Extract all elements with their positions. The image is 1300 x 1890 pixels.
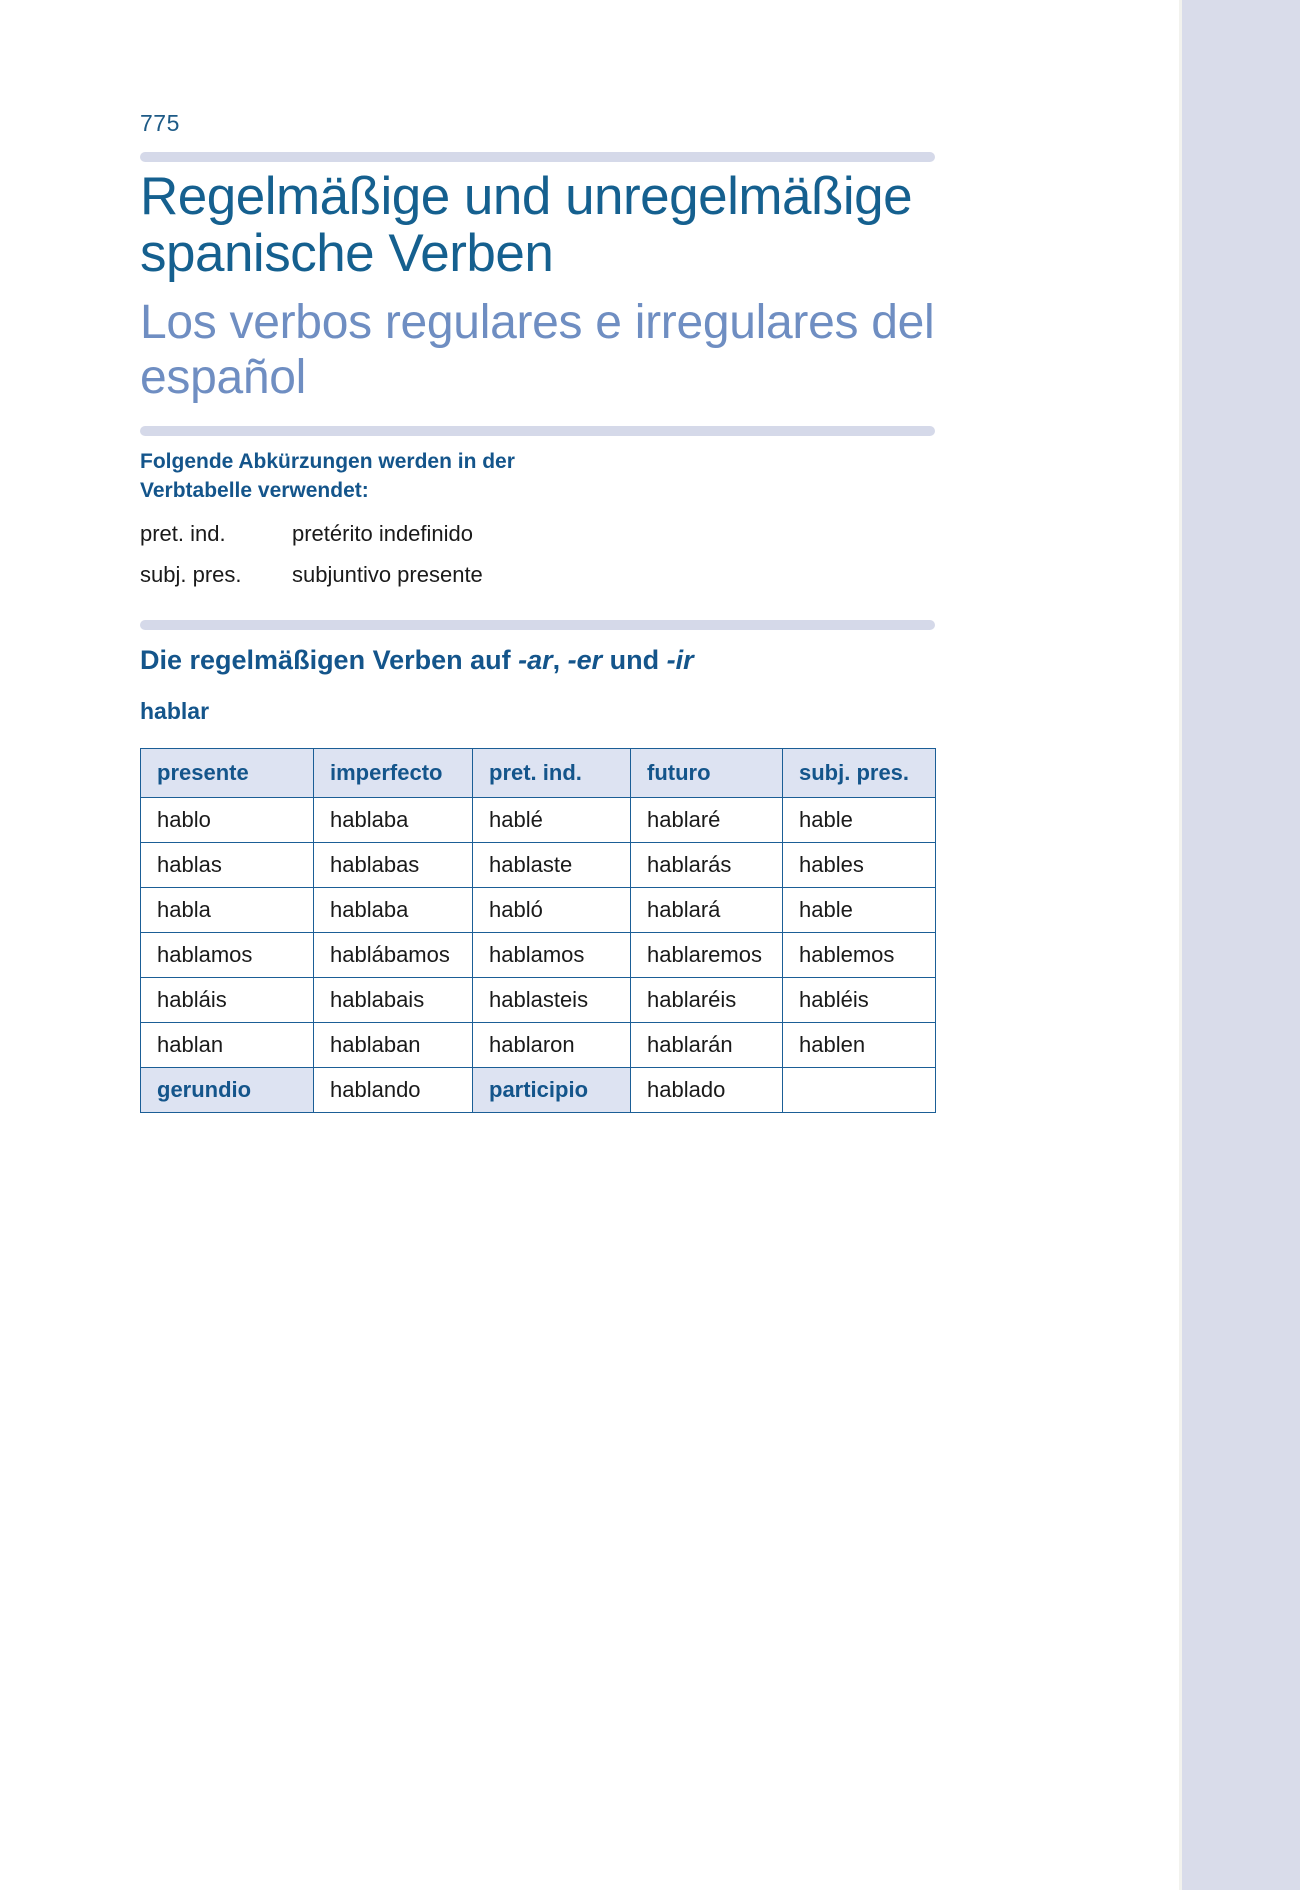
cell-participio-label: participio	[473, 1068, 631, 1113]
cell-futuro: hablarás	[631, 843, 783, 888]
section-heading-comma: ,	[552, 645, 568, 675]
cell-imperfecto: hablaban	[314, 1023, 473, 1068]
cell-pret-ind: hablasteis	[473, 978, 631, 1023]
cell-subj-pres: habléis	[783, 978, 936, 1023]
cell-futuro: hablaréis	[631, 978, 783, 1023]
cell-imperfecto: hablabas	[314, 843, 473, 888]
divider-top	[140, 152, 935, 162]
page-number: 775	[140, 110, 180, 136]
cell-imperfecto: hablaba	[314, 888, 473, 933]
abbreviation-item	[140, 514, 740, 555]
page-title: Regelmäßige und unregelmäßige spanische Verben	[140, 167, 913, 284]
cell-gerundio-label: gerundio	[141, 1068, 314, 1113]
cell-presente: habláis	[141, 978, 314, 1023]
column-header-subj-pres: subj. pres.	[783, 749, 936, 798]
column-header-imperfecto: imperfecto	[314, 749, 473, 798]
abbreviation-long: subjuntivo presente	[292, 561, 483, 587]
cell-participio-value: hablado	[631, 1068, 783, 1113]
cell-imperfecto: hablábamos	[314, 933, 473, 978]
title-block	[140, 168, 940, 405]
table-row	[141, 978, 936, 1023]
verb-ending-er: -er	[567, 645, 603, 675]
table-row	[141, 933, 936, 978]
verb-infinitive: hablar	[140, 698, 210, 724]
table-header-row	[141, 749, 936, 798]
abbreviation-short: subj. pres.	[140, 561, 242, 587]
cell-gerundio-value: hablando	[314, 1068, 473, 1113]
cell-pret-ind: habló	[473, 888, 631, 933]
edge-band	[1182, 0, 1300, 1890]
cell-presente: hablan	[141, 1023, 314, 1068]
cell-imperfecto: hablaba	[314, 798, 473, 843]
divider-bottom	[140, 620, 935, 630]
verb-ending-ar: -ar	[518, 645, 553, 675]
column-header-pret-ind: pret. ind.	[473, 749, 631, 798]
verb-ending-ir: -ir	[666, 645, 694, 675]
table-row	[141, 798, 936, 843]
abbreviations-intro: Folgende Abkürzungen werden in der Verbtabelle verwendet:	[140, 450, 515, 502]
abbreviation-short: pret. ind.	[140, 521, 226, 546]
column-header-presente: presente	[141, 749, 314, 798]
cell-presente: habla	[141, 888, 314, 933]
conjugation-table	[140, 748, 936, 1113]
cell-presente: hablamos	[141, 933, 314, 978]
cell-empty	[783, 1068, 936, 1113]
abbreviation-long: pretérito indefinido	[292, 521, 474, 546]
cell-subj-pres: hable	[783, 798, 936, 843]
table-row	[141, 888, 936, 933]
cell-pret-ind: hablé	[473, 798, 631, 843]
section-heading-prefix: Die regelmäßigen Verben auf	[140, 645, 519, 675]
cell-subj-pres: hable	[783, 888, 936, 933]
abbreviations-list	[140, 514, 740, 595]
table-row	[141, 1023, 936, 1068]
cell-subj-pres: hablemos	[783, 933, 936, 978]
cell-futuro: hablaré	[631, 798, 783, 843]
cell-futuro: hablarán	[631, 1023, 783, 1068]
cell-subj-pres: hablen	[783, 1023, 936, 1068]
cell-futuro: hablaremos	[631, 933, 783, 978]
cell-pret-ind: hablaste	[473, 843, 631, 888]
cell-imperfecto: hablabais	[314, 978, 473, 1023]
table-row	[141, 843, 936, 888]
section-heading-und: und	[602, 645, 667, 675]
column-header-futuro: futuro	[631, 749, 783, 798]
divider-middle	[140, 426, 935, 436]
cell-pret-ind: hablamos	[473, 933, 631, 978]
section-heading	[140, 645, 694, 676]
table-row-nonfinite	[141, 1068, 936, 1113]
cell-presente: hablas	[141, 843, 314, 888]
abbreviation-item	[140, 555, 740, 596]
cell-subj-pres: hables	[783, 843, 936, 888]
page-subtitle: Los verbos regulares e irregulares del español	[140, 296, 935, 404]
cell-futuro: hablará	[631, 888, 783, 933]
cell-presente: hablo	[141, 798, 314, 843]
cell-pret-ind: hablaron	[473, 1023, 631, 1068]
